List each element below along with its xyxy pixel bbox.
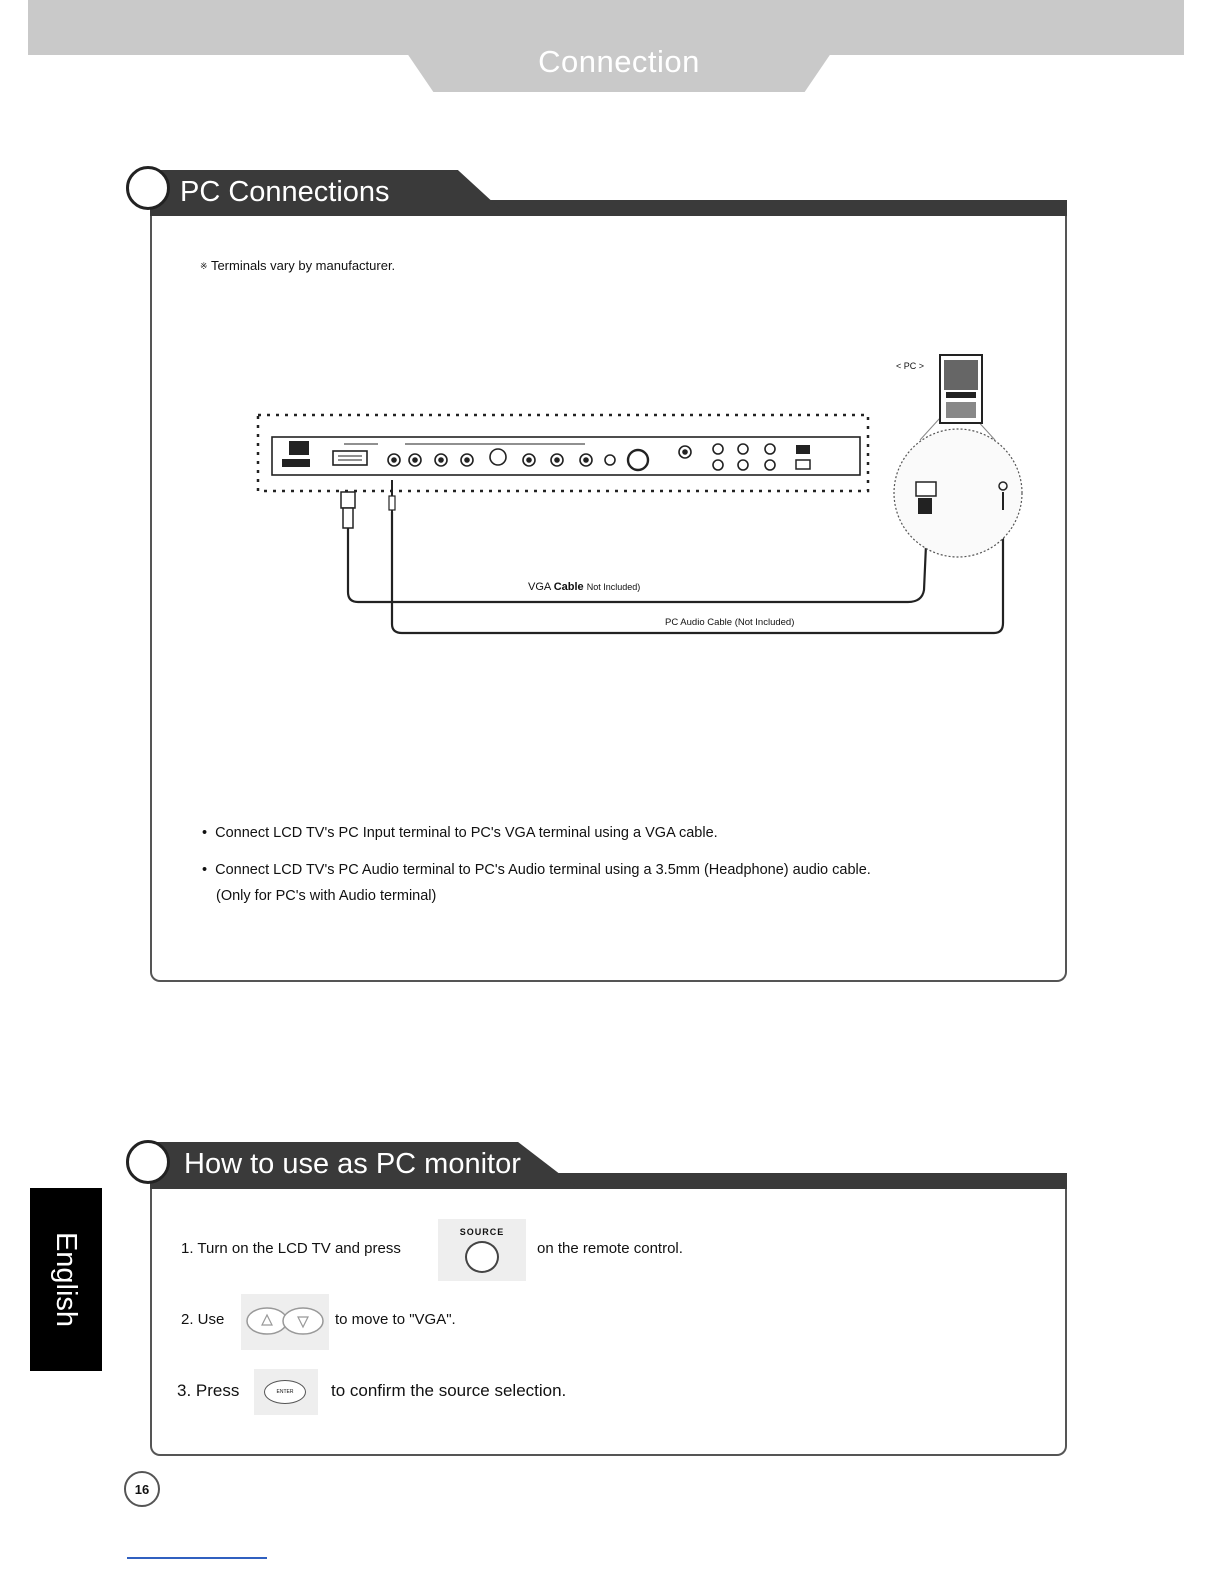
audio-cable-label: PC Audio Cable (Not Included): [665, 617, 795, 628]
bullet-item: • Connect LCD TV's PC Audio terminal to PC's Audio terminal using a 3.5mm (Headphone) audio cable.: [202, 862, 871, 878]
pc-monitor-title: How to use as PC monitor: [184, 1148, 521, 1180]
vga-cable-bold: Cable: [553, 581, 584, 593]
section-circle-icon: [126, 1140, 170, 1184]
vga-cable-label: [528, 581, 640, 593]
vga-cable-prefix: VGA: [528, 581, 551, 593]
pc-connection-diagram: [150, 340, 1067, 640]
av-jacks-icon: [388, 444, 775, 470]
section-circle-icon: [126, 166, 170, 210]
power-switch-icon: [796, 445, 810, 454]
tv-panel-frame: [258, 415, 868, 491]
bullet-text: Connect LCD TV's PC Audio terminal to PC's Audio terminal using a 3.5mm (Headphone) audio cable.: [215, 862, 871, 878]
pc-vga-plug-icon: [918, 498, 932, 514]
bullet-note: (Only for PC's with Audio terminal): [216, 888, 437, 904]
bullet-text: Connect LCD TV's PC Input terminal to PC's VGA terminal using a VGA cable.: [215, 825, 718, 841]
step-3-text: 3. Press: [177, 1381, 240, 1400]
step-3-suffix: to confirm the source selection.: [331, 1381, 567, 1400]
terminal-note: [200, 258, 395, 273]
source-button-graphic: [438, 1219, 526, 1281]
hdmi-port-icon: [289, 441, 309, 455]
arrow-buttons-graphic: [241, 1294, 329, 1350]
note-symbol: ※: [200, 261, 208, 272]
pc-label: < PC >: [896, 361, 925, 371]
source-button-icon: [465, 1241, 499, 1273]
enter-button-label: ENTER: [276, 1389, 294, 1395]
language-side-label-wrap: [30, 1188, 102, 1371]
hdmi-port-icon: [282, 459, 310, 467]
vga-port-icon: [333, 451, 367, 465]
language-side-label: English: [50, 1231, 83, 1328]
header-title: Connection: [538, 44, 700, 79]
pc-connections-title: PC Connections: [180, 176, 390, 208]
step-2-suffix: to move to "VGA".: [335, 1311, 456, 1328]
enter-button-graphic: [254, 1369, 318, 1415]
down-arrow-button-icon: [283, 1308, 323, 1334]
power-inlet-icon: [796, 460, 810, 469]
step-2-text: 2. Use: [181, 1311, 225, 1328]
footer-line: [127, 1557, 267, 1559]
page-number: 16: [124, 1471, 160, 1507]
step-1-text: 1. Turn on the LCD TV and press: [181, 1240, 401, 1257]
vga-cable-suffix: Not Included): [586, 582, 641, 592]
note-text: Terminals vary by manufacturer.: [210, 258, 396, 273]
vga-plug-icon: [341, 492, 355, 508]
source-button-label: SOURCE: [459, 1227, 505, 1237]
enter-button-icon: [264, 1380, 306, 1404]
bullet-item: • Connect LCD TV's PC Input terminal to PC's VGA terminal using a VGA cable.: [202, 825, 718, 841]
pc-vga-port-icon: [916, 482, 936, 496]
up-arrow-button-icon: [247, 1308, 287, 1334]
step-1-suffix: on the remote control.: [537, 1240, 683, 1257]
